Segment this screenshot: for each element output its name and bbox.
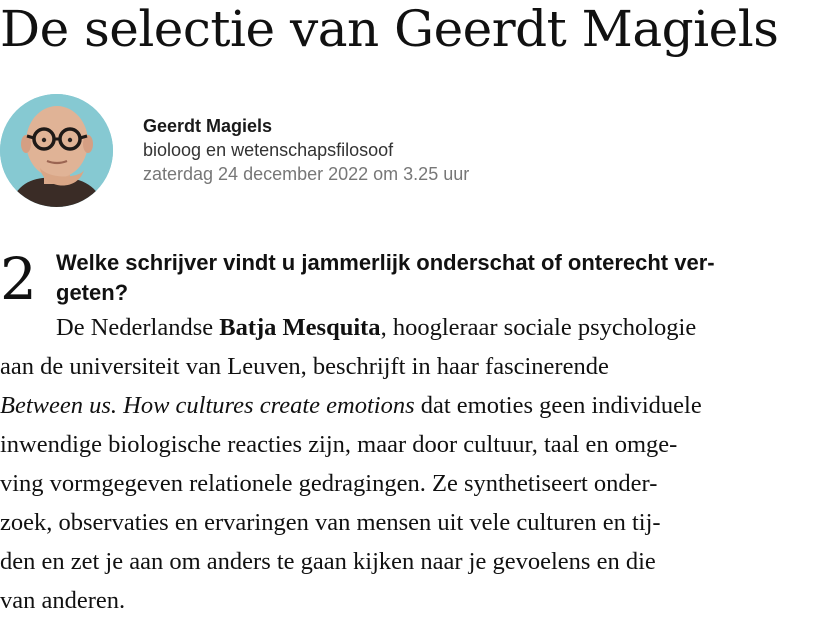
answer-text: dat emoties geen individuele	[414, 392, 702, 419]
answer-line: den en zet je aan om anders te gaan kijken naar je gevoelens en die	[0, 548, 656, 575]
article-headline: De selectie van Geerdt Magiels	[0, 0, 779, 58]
author-portrait-icon	[0, 94, 113, 207]
question-number: 2	[0, 245, 37, 313]
author-avatar[interactable]	[0, 94, 113, 207]
answer-line: zoek, observaties en ervaringen van mensen uit vele culturen en tij-	[0, 509, 661, 536]
answer-line	[0, 308, 825, 347]
author-name[interactable]: Geerdt Magiels	[143, 116, 273, 136]
answer-paragraph	[0, 308, 825, 620]
answer-line: inwendige biologische reacties zijn, maar door cultuur, taal en omge-	[0, 431, 678, 458]
answer-text: De Nederlandse	[56, 314, 220, 341]
question-text-line: geten?	[56, 280, 129, 305]
byline	[143, 114, 469, 186]
book-title: Between us. How cultures create emotions	[0, 392, 415, 419]
publish-date: zaterdag 24 december 2022 om 3.25 uur	[143, 164, 470, 184]
answer-line	[0, 386, 825, 425]
answer-line: aan de universiteit van Leuven, beschrijft in haar fascinerende	[0, 353, 609, 380]
answer-line: van anderen.	[0, 587, 126, 614]
question-text	[56, 248, 796, 308]
question-text-line: Welke schrijver vindt u jammerlijk onderschat of onterecht ver-	[56, 250, 715, 275]
answer-line: ving vormgegeven relationele gedragingen. Ze synthetiseert onder-	[0, 470, 658, 497]
answer-text: , hoogleraar sociale psychologie	[380, 314, 697, 341]
person-name: Batja Mesquita	[219, 314, 381, 341]
author-role: bioloog en wetenschapsfilosoof	[143, 140, 394, 160]
